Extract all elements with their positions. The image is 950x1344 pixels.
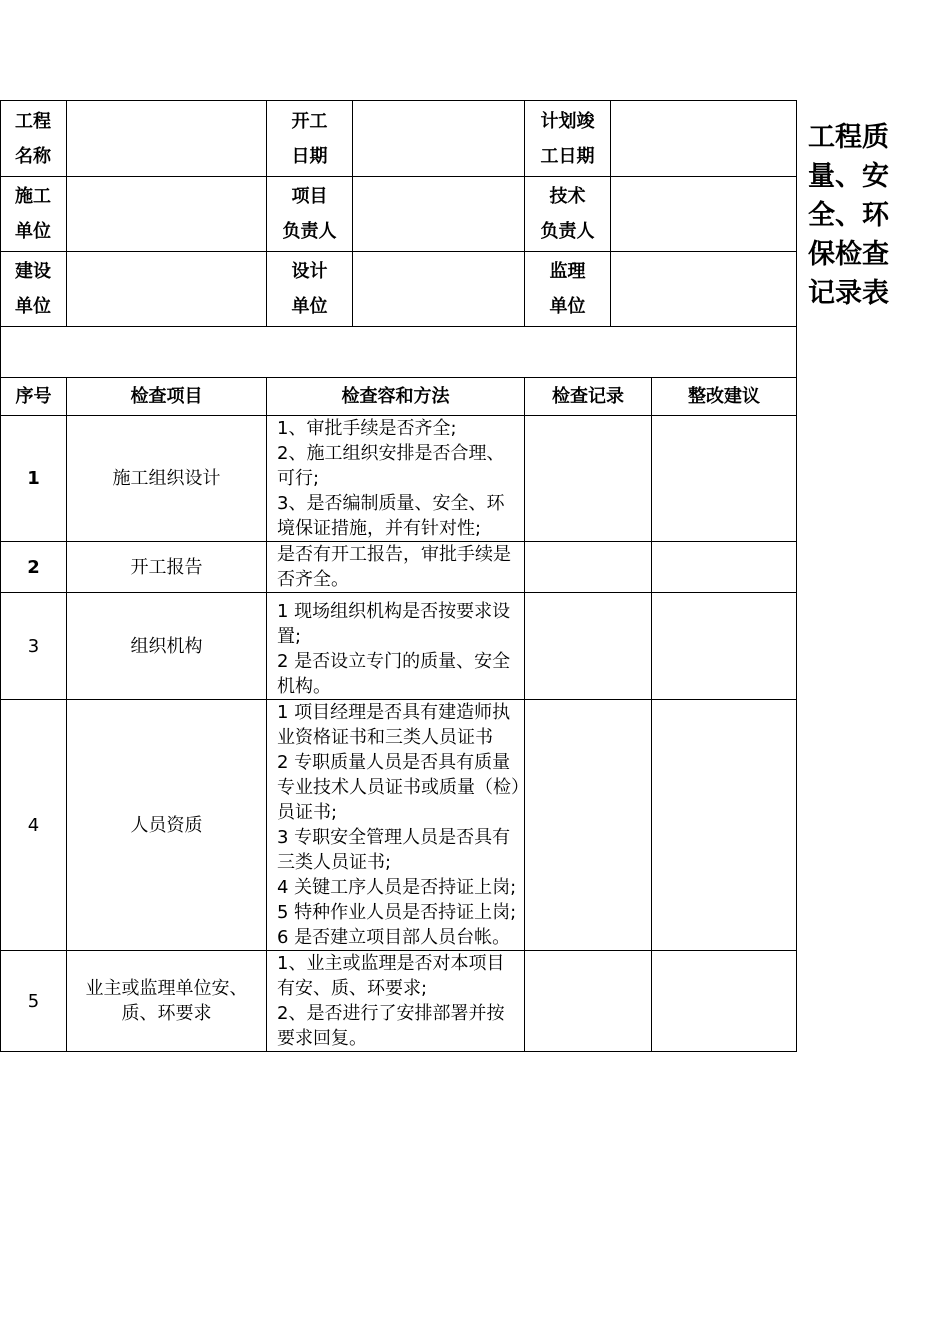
design-unit-value[interactable] (353, 252, 525, 327)
construction-unit-value[interactable] (67, 177, 267, 252)
row-suggestion[interactable] (652, 416, 797, 542)
row-suggestion[interactable] (652, 951, 797, 1052)
technical-manager-label: 技术 负责人 (525, 177, 611, 252)
info-row (1, 177, 797, 252)
planned-completion-value[interactable] (611, 101, 797, 177)
owner-unit-value[interactable] (67, 252, 267, 327)
row-seq: 4 (1, 700, 67, 951)
row-suggestion[interactable] (652, 700, 797, 951)
start-date-value[interactable] (353, 101, 525, 177)
project-manager-value[interactable] (353, 177, 525, 252)
row-record[interactable] (525, 593, 652, 700)
row-record[interactable] (525, 416, 652, 542)
planned-completion-label: 计划竣 工日期 (525, 101, 611, 177)
info-row (1, 101, 797, 177)
row-record[interactable] (525, 951, 652, 1052)
technical-manager-value[interactable] (611, 177, 797, 252)
row-seq: 2 (1, 542, 67, 593)
header-record: 检查记录 (525, 378, 652, 416)
table-row (1, 700, 797, 951)
table-row (1, 593, 797, 700)
row-item: 组织机构 (67, 593, 267, 700)
row-item: 业主或监理单位安、质、环要求 (67, 951, 267, 1052)
blank-row (1, 327, 797, 378)
blank-cell (1, 327, 797, 378)
row-content: 1 项目经理是否具有建造师执业资格证书和三类人员证书 2 专职质量人员是否具有质量专业技术人员证书或质量（检）员证书; 3 专职安全管理人员是否具有三类人员证书; 4 关键工序人员是否持证上岗; 5 特种作业人员是否持证上岗; 6 是否建立项目部人员台帐。 (267, 700, 525, 951)
table-row (1, 542, 797, 593)
header-content: 检查容和方法 (267, 378, 525, 416)
row-seq: 1 (1, 416, 67, 542)
row-content: 是否有开工报告，审批手续是否齐全。 (267, 542, 525, 593)
header-suggestion: 整改建议 (652, 378, 797, 416)
row-suggestion[interactable] (652, 542, 797, 593)
start-date-label: 开工 日期 (267, 101, 353, 177)
row-suggestion[interactable] (652, 593, 797, 700)
supervision-unit-label: 监理 单位 (525, 252, 611, 327)
row-content: 1、审批手续是否齐全; 2、施工组织安排是否合理、可行; 3、是否编制质量、安全、环境保证措施，并有针对性; (267, 416, 525, 542)
row-item: 人员资质 (67, 700, 267, 951)
table-row (1, 951, 797, 1052)
row-seq: 3 (1, 593, 67, 700)
row-record[interactable] (525, 542, 652, 593)
project-name-value[interactable] (67, 101, 267, 177)
owner-unit-label: 建设 单位 (1, 252, 67, 327)
row-content: 1 现场组织机构是否按要求设置; 2 是否设立专门的质量、安全机构。 (267, 593, 525, 700)
row-item: 施工组织设计 (67, 416, 267, 542)
inspection-record-table (0, 100, 797, 1052)
table-row (1, 416, 797, 542)
row-item: 开工报告 (67, 542, 267, 593)
row-seq: 5 (1, 951, 67, 1052)
project-manager-label: 项目 负责人 (267, 177, 353, 252)
header-item: 检查项目 (67, 378, 267, 416)
page-title: 工程质量、安全、环保检查记录表 (808, 122, 889, 309)
construction-unit-label: 施工 单位 (1, 177, 67, 252)
design-unit-label: 设计 单位 (267, 252, 353, 327)
supervision-unit-value[interactable] (611, 252, 797, 327)
project-name-label: 工程 名称 (1, 101, 67, 177)
header-seq: 序号 (1, 378, 67, 416)
row-content: 1、业主或监理是否对本项目有安、质、环要求; 2、是否进行了安排部署并按要求回复。 (267, 951, 525, 1052)
header-row (1, 378, 797, 416)
info-row (1, 252, 797, 327)
row-record[interactable] (525, 700, 652, 951)
